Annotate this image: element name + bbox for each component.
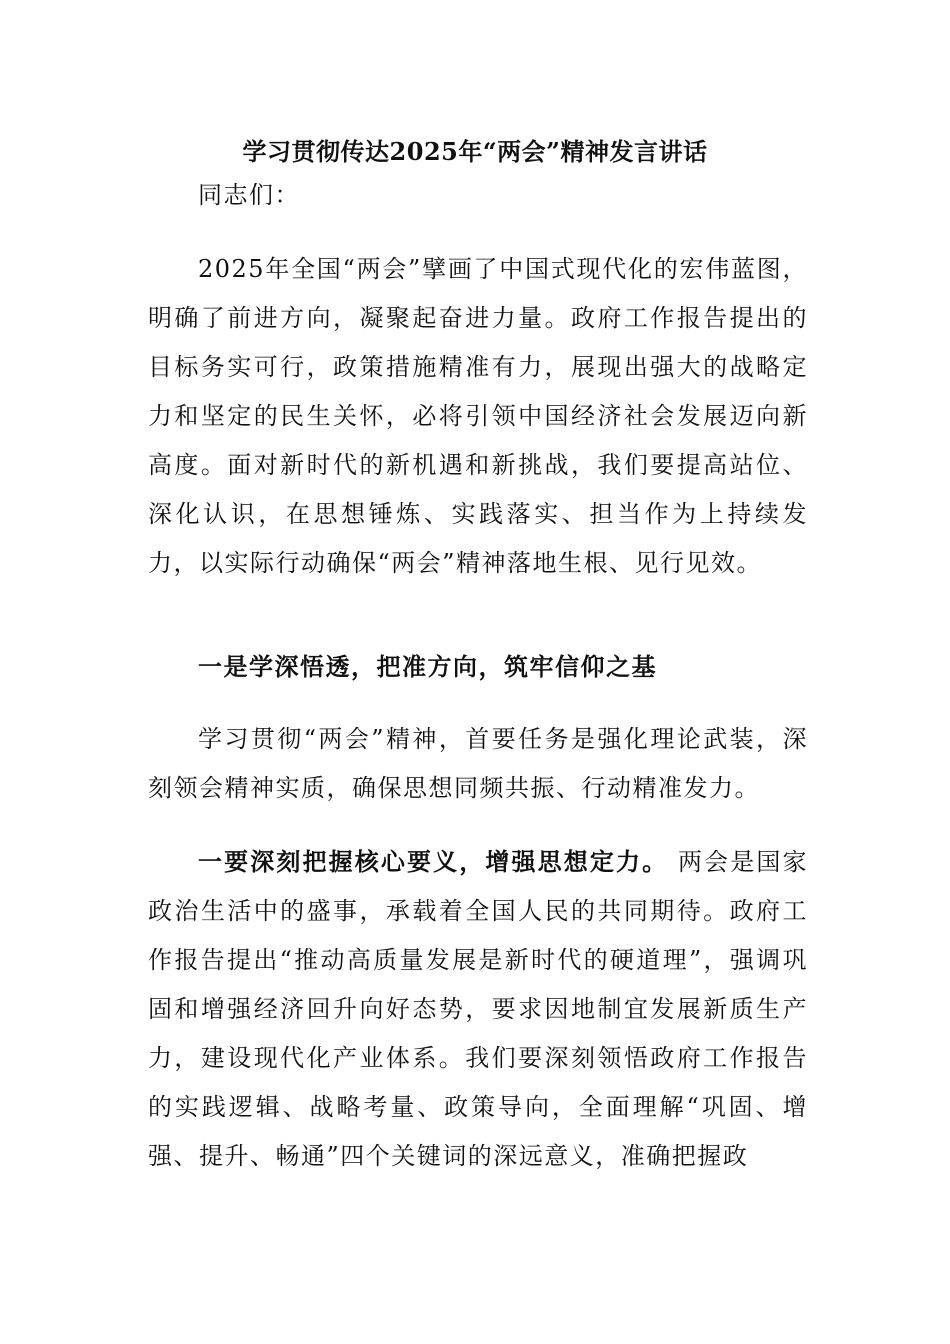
document-title: 学习贯彻传达2025年“两会”精神发言讲话 bbox=[242, 137, 708, 166]
salutation: 同志们： bbox=[198, 181, 300, 209]
point-lead: 一要深刻把握核心要义，增强思想定力。 bbox=[198, 847, 669, 876]
section-intro-paragraph: 学习贯彻“两会”精神，首要任务是强化理论武装，深刻领会精神实质，确保思想同频共振、行动精准发力。 bbox=[148, 725, 808, 802]
point-body: 两会是国家政治生活中的盛事，承载着全国人民的共同期待。政府工作报告提出“推动高质量发展是新时代的硬道理”，强调巩固和增强经济回升向好态势，要求因地制宜发展新质生产力，建设现代化产业体系。我们要深刻领悟政府工作报告的实践逻辑、战略考量、政策导向，全面理解“巩固、增强、提升、畅通”四个关键词的深远意义，准确把握政 bbox=[148, 848, 809, 1170]
intro-paragraph: 2025年全国“两会”擘画了中国式现代化的宏伟蓝图，明确了前进方向，凝聚起奋进力量。政府工作报告提出的目标务实可行，政策措施精准有力，展现出强大的战略定力和坚定的民生关怀，必将引领中国经济社会发展迈向新高度。面对新时代的新机遇和新挑战，我们要提高站位、深化认识，在思想锤炼、实践落实、担当作为上持续发力，以实际行动确保“两会”精神落地生根、见行见效。 bbox=[148, 255, 808, 577]
point-paragraph bbox=[148, 837, 808, 1181]
section-heading: 一是学深悟透，把准方向，筑牢信仰之基 bbox=[198, 652, 657, 681]
